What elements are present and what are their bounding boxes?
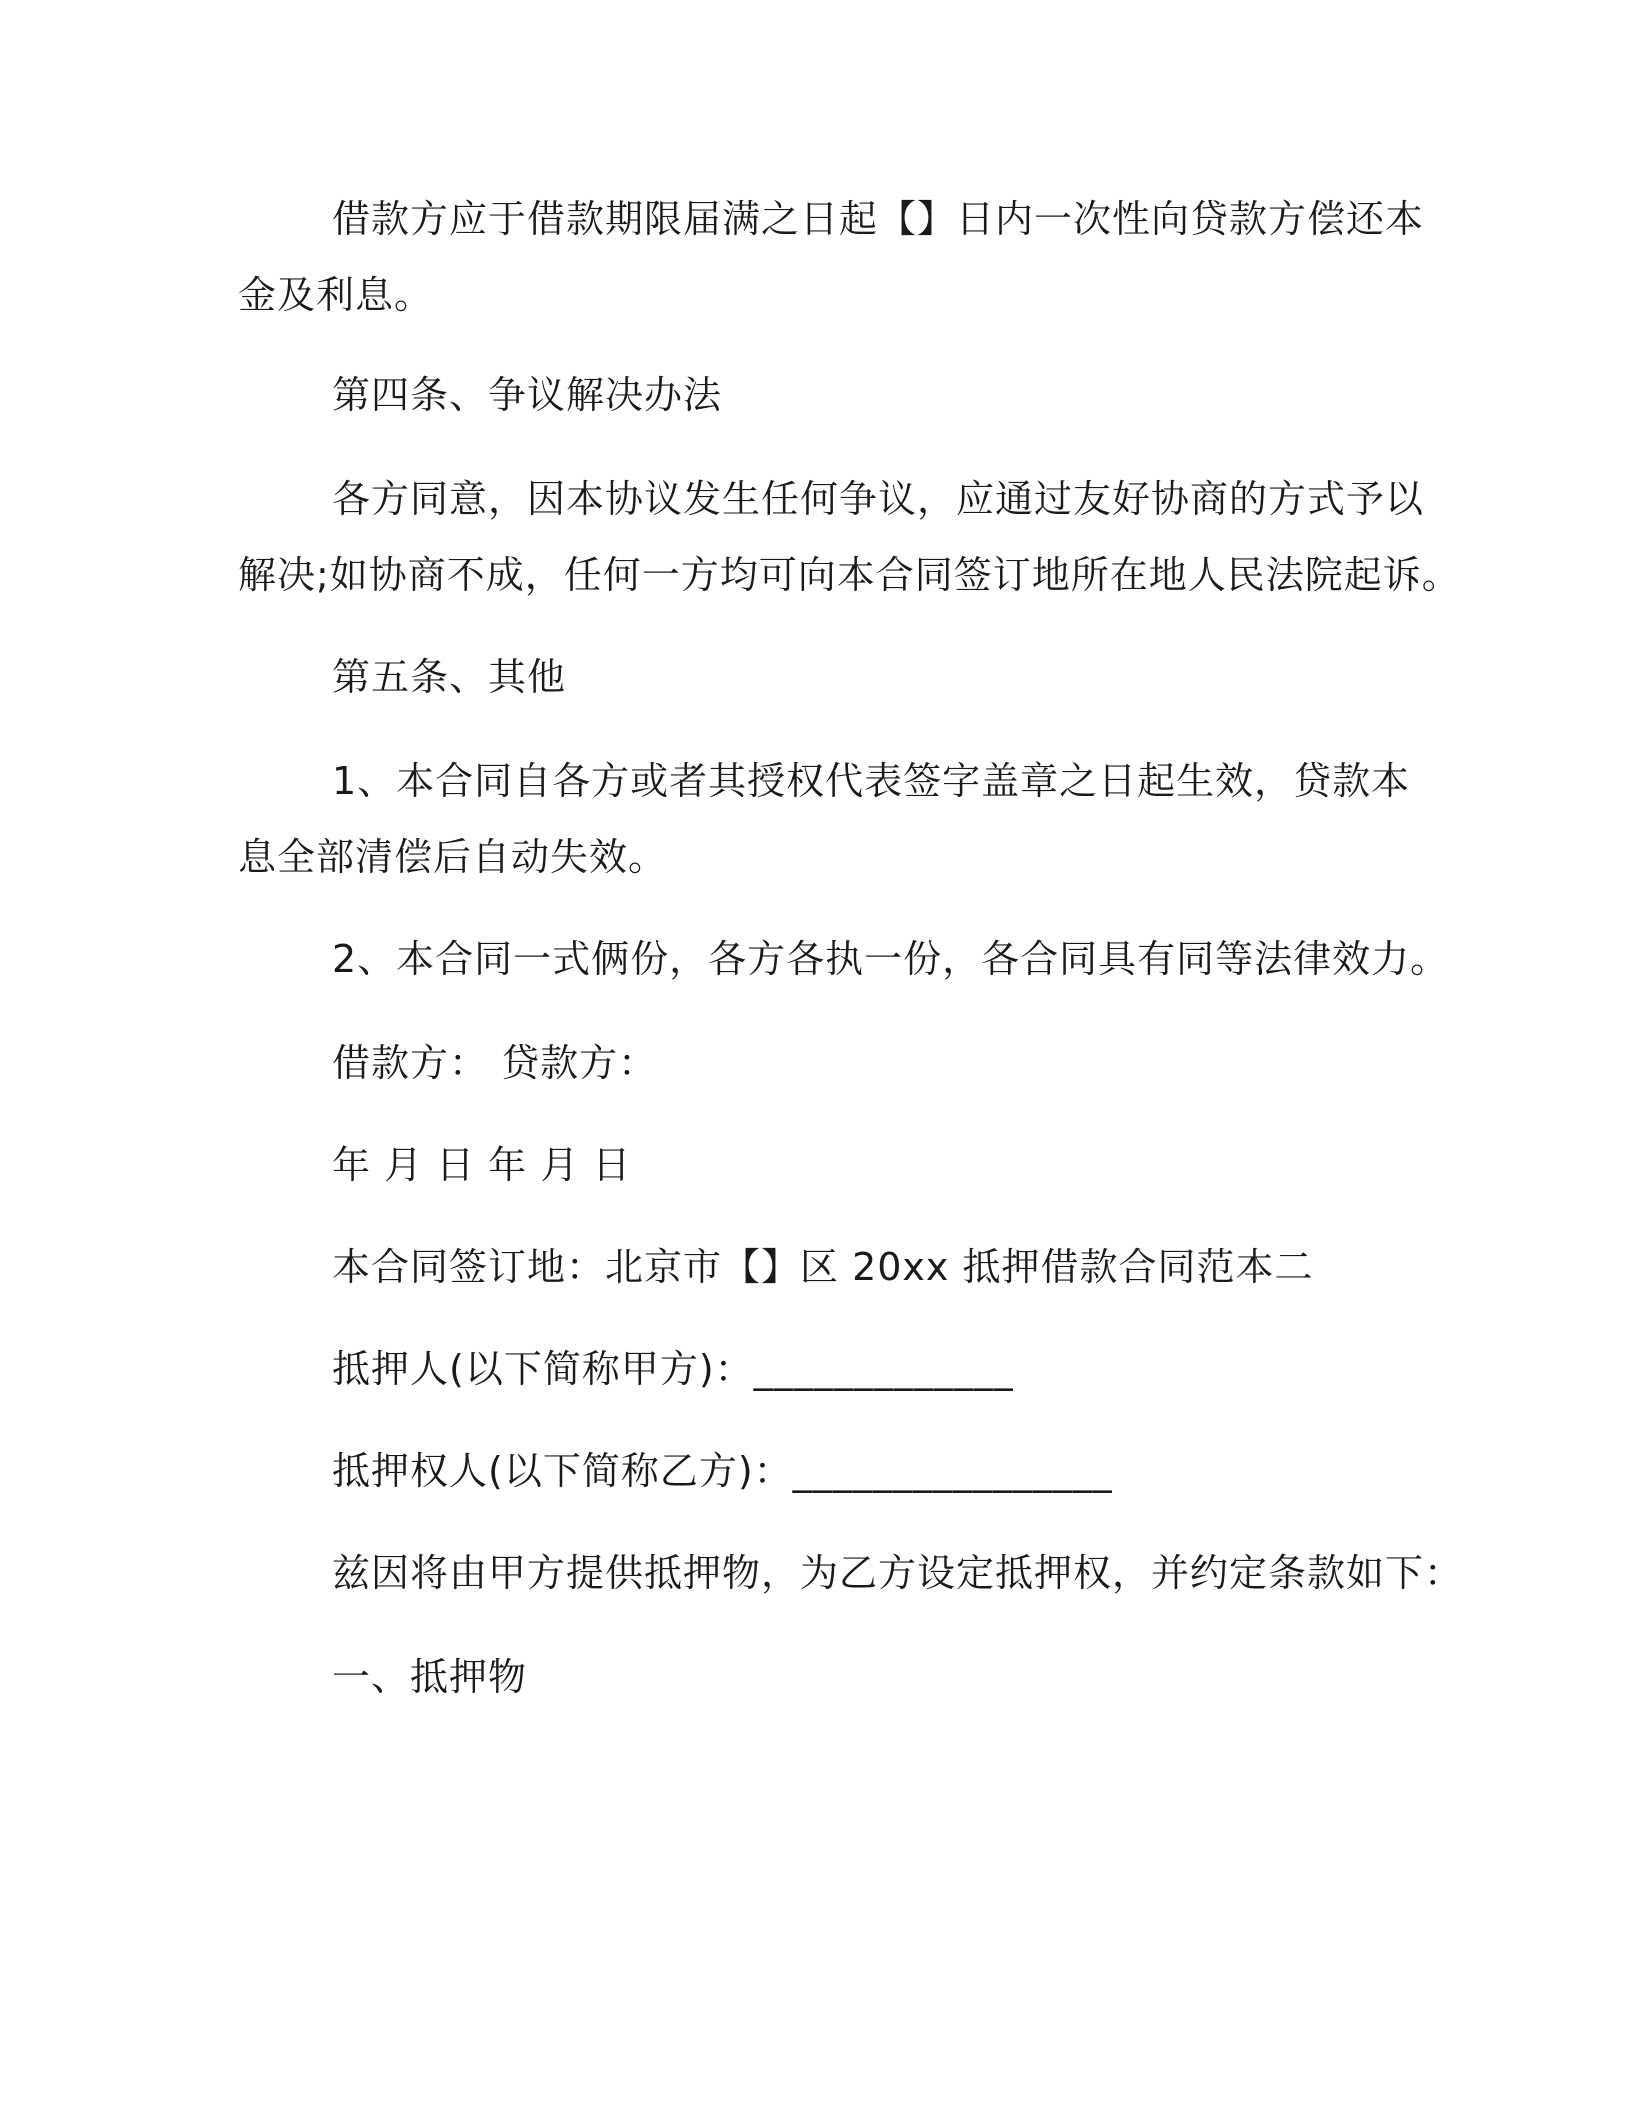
clause-2: 2、本合同一式俩份，各方各执一份，各合同具有同等法律效力。 [332,937,1450,981]
repayment-paragraph-line-1: 借款方应于借款期限届满之日起【】日内一次性向贷款方偿还本 [332,197,1425,241]
date-line: 年 月 日 年 月 日 [332,1143,632,1187]
signing-place-line: 本合同签订地：北京市【】区 20xx 抵押借款合同范本二 [332,1245,1314,1289]
preamble-line: 兹因将由甲方提供抵押物，为乙方设定抵押权，并约定条款如下： [332,1551,1464,1595]
clause-1-line-1: 1、本合同自各方或者其授权代表签字盖章之日起生效，贷款本 [332,759,1411,803]
article-4-heading: 第四条、争议解决办法 [332,373,723,417]
dispute-paragraph-line-1: 各方同意，因本协议发生任何争议，应通过友好协商的方式予以 [332,477,1425,521]
signature-line: 借款方： 贷款方： [332,1041,658,1085]
article-5-heading: 第五条、其他 [332,655,567,699]
section-1-heading: 一、抵押物 [332,1655,528,1699]
mortgagor-line: 抵押人(以下简称甲方)：_____________ [332,1347,1014,1391]
clause-1-line-2: 息全部清偿后自动失效。 [238,835,668,879]
repayment-paragraph-line-2: 金及利息。 [238,273,434,317]
mortgagee-line: 抵押权人(以下简称乙方)：________________ [332,1449,1113,1493]
dispute-paragraph-line-2: 解决;如协商不成，任何一方均可向本合同签订地所在地人民法院起诉。 [238,553,1461,597]
